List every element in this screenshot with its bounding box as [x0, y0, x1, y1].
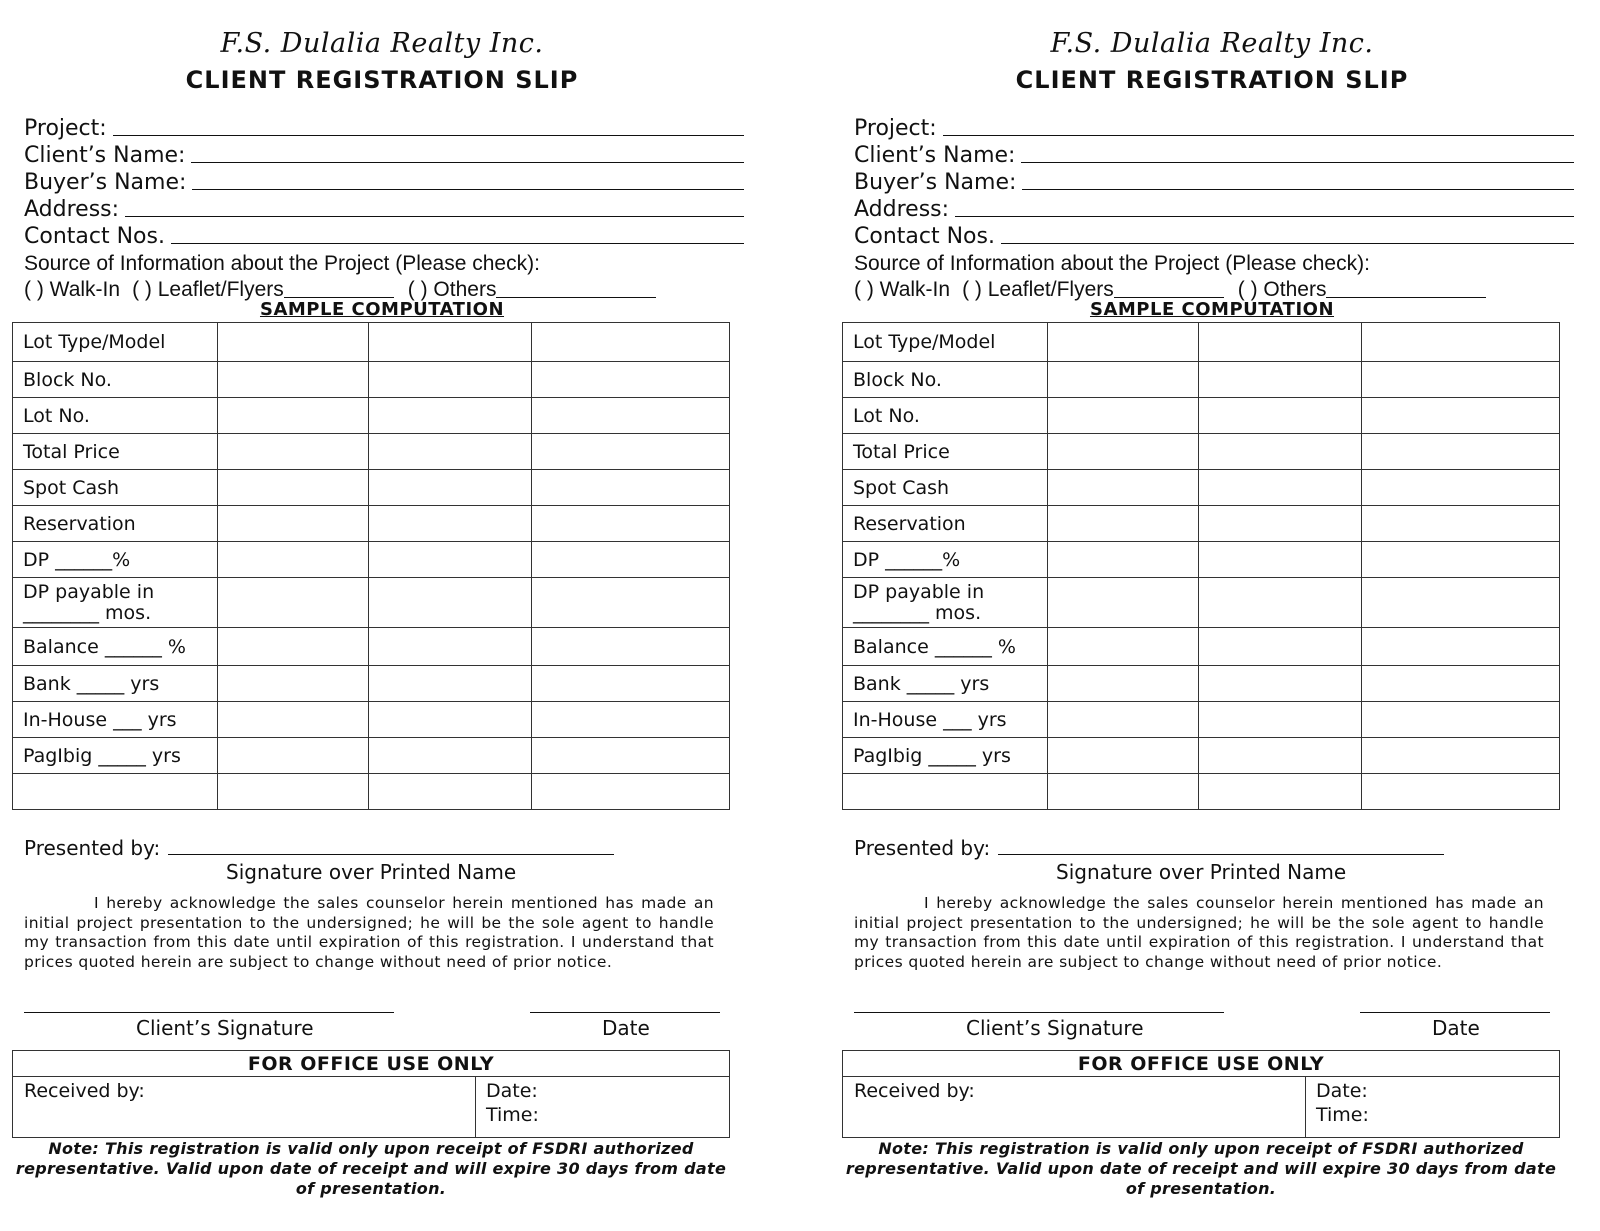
computation-row [13, 434, 730, 470]
acknowledgement-text: I hereby acknowledge the sales counselor herein mentioned has made an initial project presentation to the undersigned; he will be the sole agent to handle my transaction from this date until expiration of this registration. I understand that prices quoted herein are subject to change without need of prior notice. [854, 894, 1544, 971]
row-label-cell [13, 542, 218, 578]
contact-blank[interactable] [1001, 242, 1574, 244]
value-cell[interactable] [532, 738, 730, 774]
office-use-box [12, 1050, 730, 1138]
address-label: Address: [24, 197, 120, 222]
computation-row [13, 738, 730, 774]
value-cell[interactable] [1362, 578, 1560, 628]
computation-row [843, 542, 1560, 578]
date-line[interactable] [530, 1012, 720, 1013]
value-cell[interactable] [1199, 738, 1362, 774]
project-label: Project: [854, 116, 937, 141]
value-cell[interactable] [532, 702, 730, 738]
value-cell[interactable] [1362, 362, 1560, 398]
computation-row [13, 506, 730, 542]
computation-row [13, 398, 730, 434]
row-label-cell [843, 506, 1048, 542]
row-label-cell [843, 470, 1048, 506]
value-cell[interactable] [1362, 398, 1560, 434]
signature-caption: Signature over Printed Name [226, 860, 517, 884]
value-cell[interactable] [1048, 738, 1199, 774]
value-cell[interactable] [1199, 470, 1362, 506]
row-label-cell [13, 323, 218, 362]
row-label-cell [13, 506, 218, 542]
buyer-name-label: Buyer’s Name: [24, 170, 187, 195]
value-cell[interactable] [369, 323, 532, 362]
address-field[interactable] [24, 195, 744, 222]
computation-row [843, 362, 1560, 398]
computation-row [843, 666, 1560, 702]
row-label-continued: ________ mos. [23, 602, 152, 624]
validity-note: Note: This registration is valid only upon receipt of FSDRI authorized representative. Valid upon date of receipt and will expire 30 days from date of presentation. [15, 1139, 727, 1198]
row-label-cell [843, 774, 1048, 810]
value-cell[interactable] [1048, 774, 1199, 810]
value-cell[interactable] [532, 470, 730, 506]
leaflet-blank[interactable] [1114, 296, 1224, 298]
registration-slip-left [12, 0, 752, 1231]
others-blank[interactable] [1326, 296, 1486, 298]
office-use-heading: FOR OFFICE USE ONLY [13, 1051, 729, 1077]
value-cell[interactable] [532, 628, 730, 666]
value-cell[interactable] [1199, 628, 1362, 666]
value-cell[interactable] [1199, 506, 1362, 542]
office-use-box [842, 1050, 1560, 1138]
buyer-name-blank[interactable] [1022, 188, 1574, 190]
contact-label: Contact Nos. [854, 224, 995, 249]
row-label-cell [13, 578, 218, 628]
value-cell[interactable] [369, 702, 532, 738]
sample-computation-table [842, 322, 1560, 810]
value-cell[interactable] [369, 666, 532, 702]
value-cell[interactable] [218, 323, 369, 362]
registration-slip-right [842, 0, 1582, 1231]
value-cell[interactable] [218, 470, 369, 506]
value-cell[interactable] [1362, 702, 1560, 738]
value-cell[interactable] [369, 628, 532, 666]
client-name-field[interactable] [24, 141, 744, 168]
leaflet-blank[interactable] [284, 296, 394, 298]
value-cell[interactable] [218, 578, 369, 628]
company-name: F.S. Dulalia Realty Inc. [1050, 28, 1374, 59]
computation-row [13, 578, 730, 628]
slip-title: CLIENT REGISTRATION SLIP [1015, 66, 1409, 94]
computation-row [843, 470, 1560, 506]
value-cell[interactable] [532, 398, 730, 434]
others-checkbox[interactable]: ( ) Others [1237, 278, 1327, 301]
value-cell[interactable] [1048, 666, 1199, 702]
row-label: Total Price [853, 440, 950, 463]
value-cell[interactable] [1199, 323, 1362, 362]
value-cell[interactable] [532, 506, 730, 542]
project-blank[interactable] [113, 134, 744, 136]
address-label: Address: [854, 197, 950, 222]
row-label: Block No. [23, 368, 112, 391]
computation-row [13, 774, 730, 810]
row-label: PagIbig _____ yrs [853, 744, 1011, 767]
value-cell[interactable] [1199, 434, 1362, 470]
value-cell[interactable] [1362, 774, 1560, 810]
presented-by-blank[interactable] [998, 853, 1444, 855]
date-line[interactable] [1360, 1012, 1550, 1013]
row-label: DP ______% [853, 548, 961, 571]
buyer-name-blank[interactable] [192, 188, 744, 190]
walk-in-checkbox[interactable]: ( ) Walk-In [24, 278, 121, 301]
presented-by-label: Presented by: [854, 836, 991, 860]
value-cell[interactable] [1199, 774, 1362, 810]
computation-row [843, 702, 1560, 738]
value-cell[interactable] [1048, 578, 1199, 628]
value-cell[interactable] [218, 666, 369, 702]
value-cell[interactable] [532, 774, 730, 810]
slip-title: CLIENT REGISTRATION SLIP [185, 66, 579, 94]
row-label-cell [13, 628, 218, 666]
received-by-label: Received by: [854, 1080, 975, 1102]
row-label-cell [13, 470, 218, 506]
date-label: Date [1432, 1016, 1480, 1040]
row-label-cell [13, 362, 218, 398]
row-label: Bank _____ yrs [23, 672, 160, 695]
value-cell[interactable] [1199, 542, 1362, 578]
value-cell[interactable] [532, 362, 730, 398]
received-by-label: Received by: [24, 1080, 145, 1102]
value-cell[interactable] [532, 323, 730, 362]
row-label: In-House ___ yrs [853, 708, 1007, 731]
walk-in-checkbox[interactable]: ( ) Walk-In [854, 278, 951, 301]
computation-row [13, 362, 730, 398]
computation-row [13, 666, 730, 702]
presented-by-blank[interactable] [168, 853, 614, 855]
value-cell[interactable] [369, 506, 532, 542]
computation-row [13, 323, 730, 362]
client-signature-line[interactable] [24, 1012, 394, 1013]
value-cell[interactable] [1048, 434, 1199, 470]
row-label-cell [843, 362, 1048, 398]
client-signature-label: Client’s Signature [136, 1016, 314, 1040]
value-cell[interactable] [1199, 398, 1362, 434]
office-time-label: Time: [1316, 1104, 1369, 1126]
buyer-name-label: Buyer’s Name: [854, 170, 1017, 195]
value-cell[interactable] [1362, 434, 1560, 470]
value-cell[interactable] [218, 434, 369, 470]
value-cell[interactable] [1362, 470, 1560, 506]
computation-row [843, 738, 1560, 774]
project-label: Project: [24, 116, 107, 141]
value-cell[interactable] [532, 542, 730, 578]
office-use-heading: FOR OFFICE USE ONLY [843, 1051, 1559, 1077]
project-blank[interactable] [943, 134, 1574, 136]
value-cell[interactable] [1362, 628, 1560, 666]
row-label-cell [13, 434, 218, 470]
validity-note: Note: This registration is valid only upon receipt of FSDRI authorized representative. Valid upon date of receipt and will expire 30 days from date of presentation. [845, 1139, 1557, 1198]
value-cell[interactable] [369, 434, 532, 470]
value-cell[interactable] [1048, 702, 1199, 738]
computation-row [13, 702, 730, 738]
row-label: Lot Type/Model [853, 331, 996, 353]
row-label-cell [843, 434, 1048, 470]
client-name-label: Client’s Name: [24, 143, 186, 168]
address-field[interactable] [854, 195, 1574, 222]
others-blank[interactable] [496, 296, 656, 298]
row-label: Block No. [853, 368, 942, 391]
address-blank[interactable] [125, 215, 744, 217]
value-cell[interactable] [1362, 506, 1560, 542]
row-label-cell [13, 666, 218, 702]
row-label-cell [13, 702, 218, 738]
acknowledgement-text: I hereby acknowledge the sales counselor herein mentioned has made an initial project presentation to the undersigned; he will be the sole agent to handle my transaction from this date until expiration of this registration. I understand that prices quoted herein are subject to change without need of prior notice. [24, 894, 714, 971]
sample-computation-heading: SAMPLE COMPUTATION [259, 299, 505, 320]
computation-row [843, 578, 1560, 628]
computation-row [843, 323, 1560, 362]
row-label-continued: ________ mos. [853, 602, 982, 624]
value-cell[interactable] [218, 542, 369, 578]
row-label: Lot Type/Model [23, 331, 166, 353]
value-cell[interactable] [218, 506, 369, 542]
value-cell[interactable] [1199, 578, 1362, 628]
value-cell[interactable] [218, 738, 369, 774]
value-cell[interactable] [1199, 362, 1362, 398]
value-cell[interactable] [1362, 666, 1560, 702]
value-cell[interactable] [1048, 323, 1199, 362]
client-name-blank[interactable] [191, 161, 744, 163]
buyer-name-field[interactable] [24, 168, 744, 195]
row-label: PagIbig _____ yrs [23, 744, 181, 767]
presented-by-label: Presented by: [24, 836, 161, 860]
client-name-blank[interactable] [1021, 161, 1574, 163]
row-label-cell [843, 666, 1048, 702]
computation-row [13, 628, 730, 666]
sample-computation-heading: SAMPLE COMPUTATION [1089, 299, 1335, 320]
computation-row [13, 470, 730, 506]
signature-caption: Signature over Printed Name [1056, 860, 1347, 884]
row-label: Spot Cash [23, 476, 120, 499]
row-label: Reservation [853, 512, 966, 535]
contact-blank[interactable] [171, 242, 744, 244]
value-cell[interactable] [369, 362, 532, 398]
row-label-cell [843, 542, 1048, 578]
contact-label: Contact Nos. [24, 224, 165, 249]
office-divider [1305, 1077, 1306, 1137]
buyer-name-field[interactable] [854, 168, 1574, 195]
value-cell[interactable] [1048, 362, 1199, 398]
address-blank[interactable] [955, 215, 1574, 217]
office-use-body [13, 1077, 729, 1137]
value-cell[interactable] [1362, 542, 1560, 578]
value-cell[interactable] [532, 434, 730, 470]
row-label: DP ______% [23, 548, 131, 571]
client-signature-label: Client’s Signature [966, 1016, 1144, 1040]
value-cell[interactable] [1048, 398, 1199, 434]
value-cell[interactable] [218, 774, 369, 810]
value-cell[interactable] [1048, 542, 1199, 578]
computation-row [843, 398, 1560, 434]
computation-row [843, 434, 1560, 470]
office-use-body [843, 1077, 1559, 1137]
presented-by-field[interactable] [24, 836, 614, 860]
computation-row [13, 542, 730, 578]
row-label: DP payable in [853, 581, 985, 603]
row-label: In-House ___ yrs [23, 708, 177, 731]
value-cell[interactable] [1048, 628, 1199, 666]
project-field[interactable] [854, 114, 1574, 141]
value-cell[interactable] [369, 774, 532, 810]
office-date-label: Date: [486, 1080, 538, 1102]
row-label: Balance ______ % [853, 635, 1016, 658]
row-label: Reservation [23, 512, 136, 535]
row-label: Lot No. [23, 404, 90, 427]
computation-row [843, 628, 1560, 666]
value-cell[interactable] [1048, 470, 1199, 506]
value-cell[interactable] [369, 542, 532, 578]
value-cell[interactable] [218, 362, 369, 398]
row-label-cell [13, 398, 218, 434]
row-label: DP payable in [23, 581, 155, 603]
computation-rows [13, 323, 730, 810]
others-checkbox[interactable]: ( ) Others [407, 278, 497, 301]
row-label-cell [843, 578, 1048, 628]
value-cell[interactable] [1362, 738, 1560, 774]
computation-rows [843, 323, 1560, 810]
row-label: Bank _____ yrs [853, 672, 990, 695]
source-question: Source of Information about the Project (Please check): [854, 252, 1370, 275]
value-cell[interactable] [218, 628, 369, 666]
leaflet-checkbox[interactable]: ( ) Leaflet/Flyers [962, 278, 1114, 301]
value-cell[interactable] [218, 702, 369, 738]
leaflet-checkbox[interactable]: ( ) Leaflet/Flyers [132, 278, 284, 301]
value-cell[interactable] [369, 578, 532, 628]
office-date-label: Date: [1316, 1080, 1368, 1102]
contact-field[interactable] [24, 222, 744, 249]
source-question: Source of Information about the Project (Please check): [24, 252, 540, 275]
value-cell[interactable] [369, 470, 532, 506]
value-cell[interactable] [218, 398, 369, 434]
sample-computation-table [12, 322, 730, 810]
row-label-cell [843, 628, 1048, 666]
row-label-cell [13, 774, 218, 810]
row-label: Lot No. [853, 404, 920, 427]
value-cell[interactable] [1362, 323, 1560, 362]
row-label-cell [13, 738, 218, 774]
presented-by-field[interactable] [854, 836, 1444, 860]
row-label-cell [843, 398, 1048, 434]
value-cell[interactable] [369, 398, 532, 434]
row-label-cell [843, 738, 1048, 774]
value-cell[interactable] [1199, 702, 1362, 738]
row-label-cell [843, 323, 1048, 362]
contact-field[interactable] [854, 222, 1574, 249]
row-label-cell [843, 702, 1048, 738]
computation-row [843, 506, 1560, 542]
computation-row [843, 774, 1560, 810]
value-cell[interactable] [1199, 666, 1362, 702]
value-cell[interactable] [532, 666, 730, 702]
company-name: F.S. Dulalia Realty Inc. [220, 28, 544, 59]
client-name-label: Client’s Name: [854, 143, 1016, 168]
project-field[interactable] [24, 114, 744, 141]
row-label: Balance ______ % [23, 635, 186, 658]
office-divider [475, 1077, 476, 1137]
client-name-field[interactable] [854, 141, 1574, 168]
value-cell[interactable] [369, 738, 532, 774]
row-label: Total Price [23, 440, 120, 463]
value-cell[interactable] [1048, 506, 1199, 542]
row-label: Spot Cash [853, 476, 950, 499]
office-time-label: Time: [486, 1104, 539, 1126]
value-cell[interactable] [532, 578, 730, 628]
client-signature-line[interactable] [854, 1012, 1224, 1013]
date-label: Date [602, 1016, 650, 1040]
